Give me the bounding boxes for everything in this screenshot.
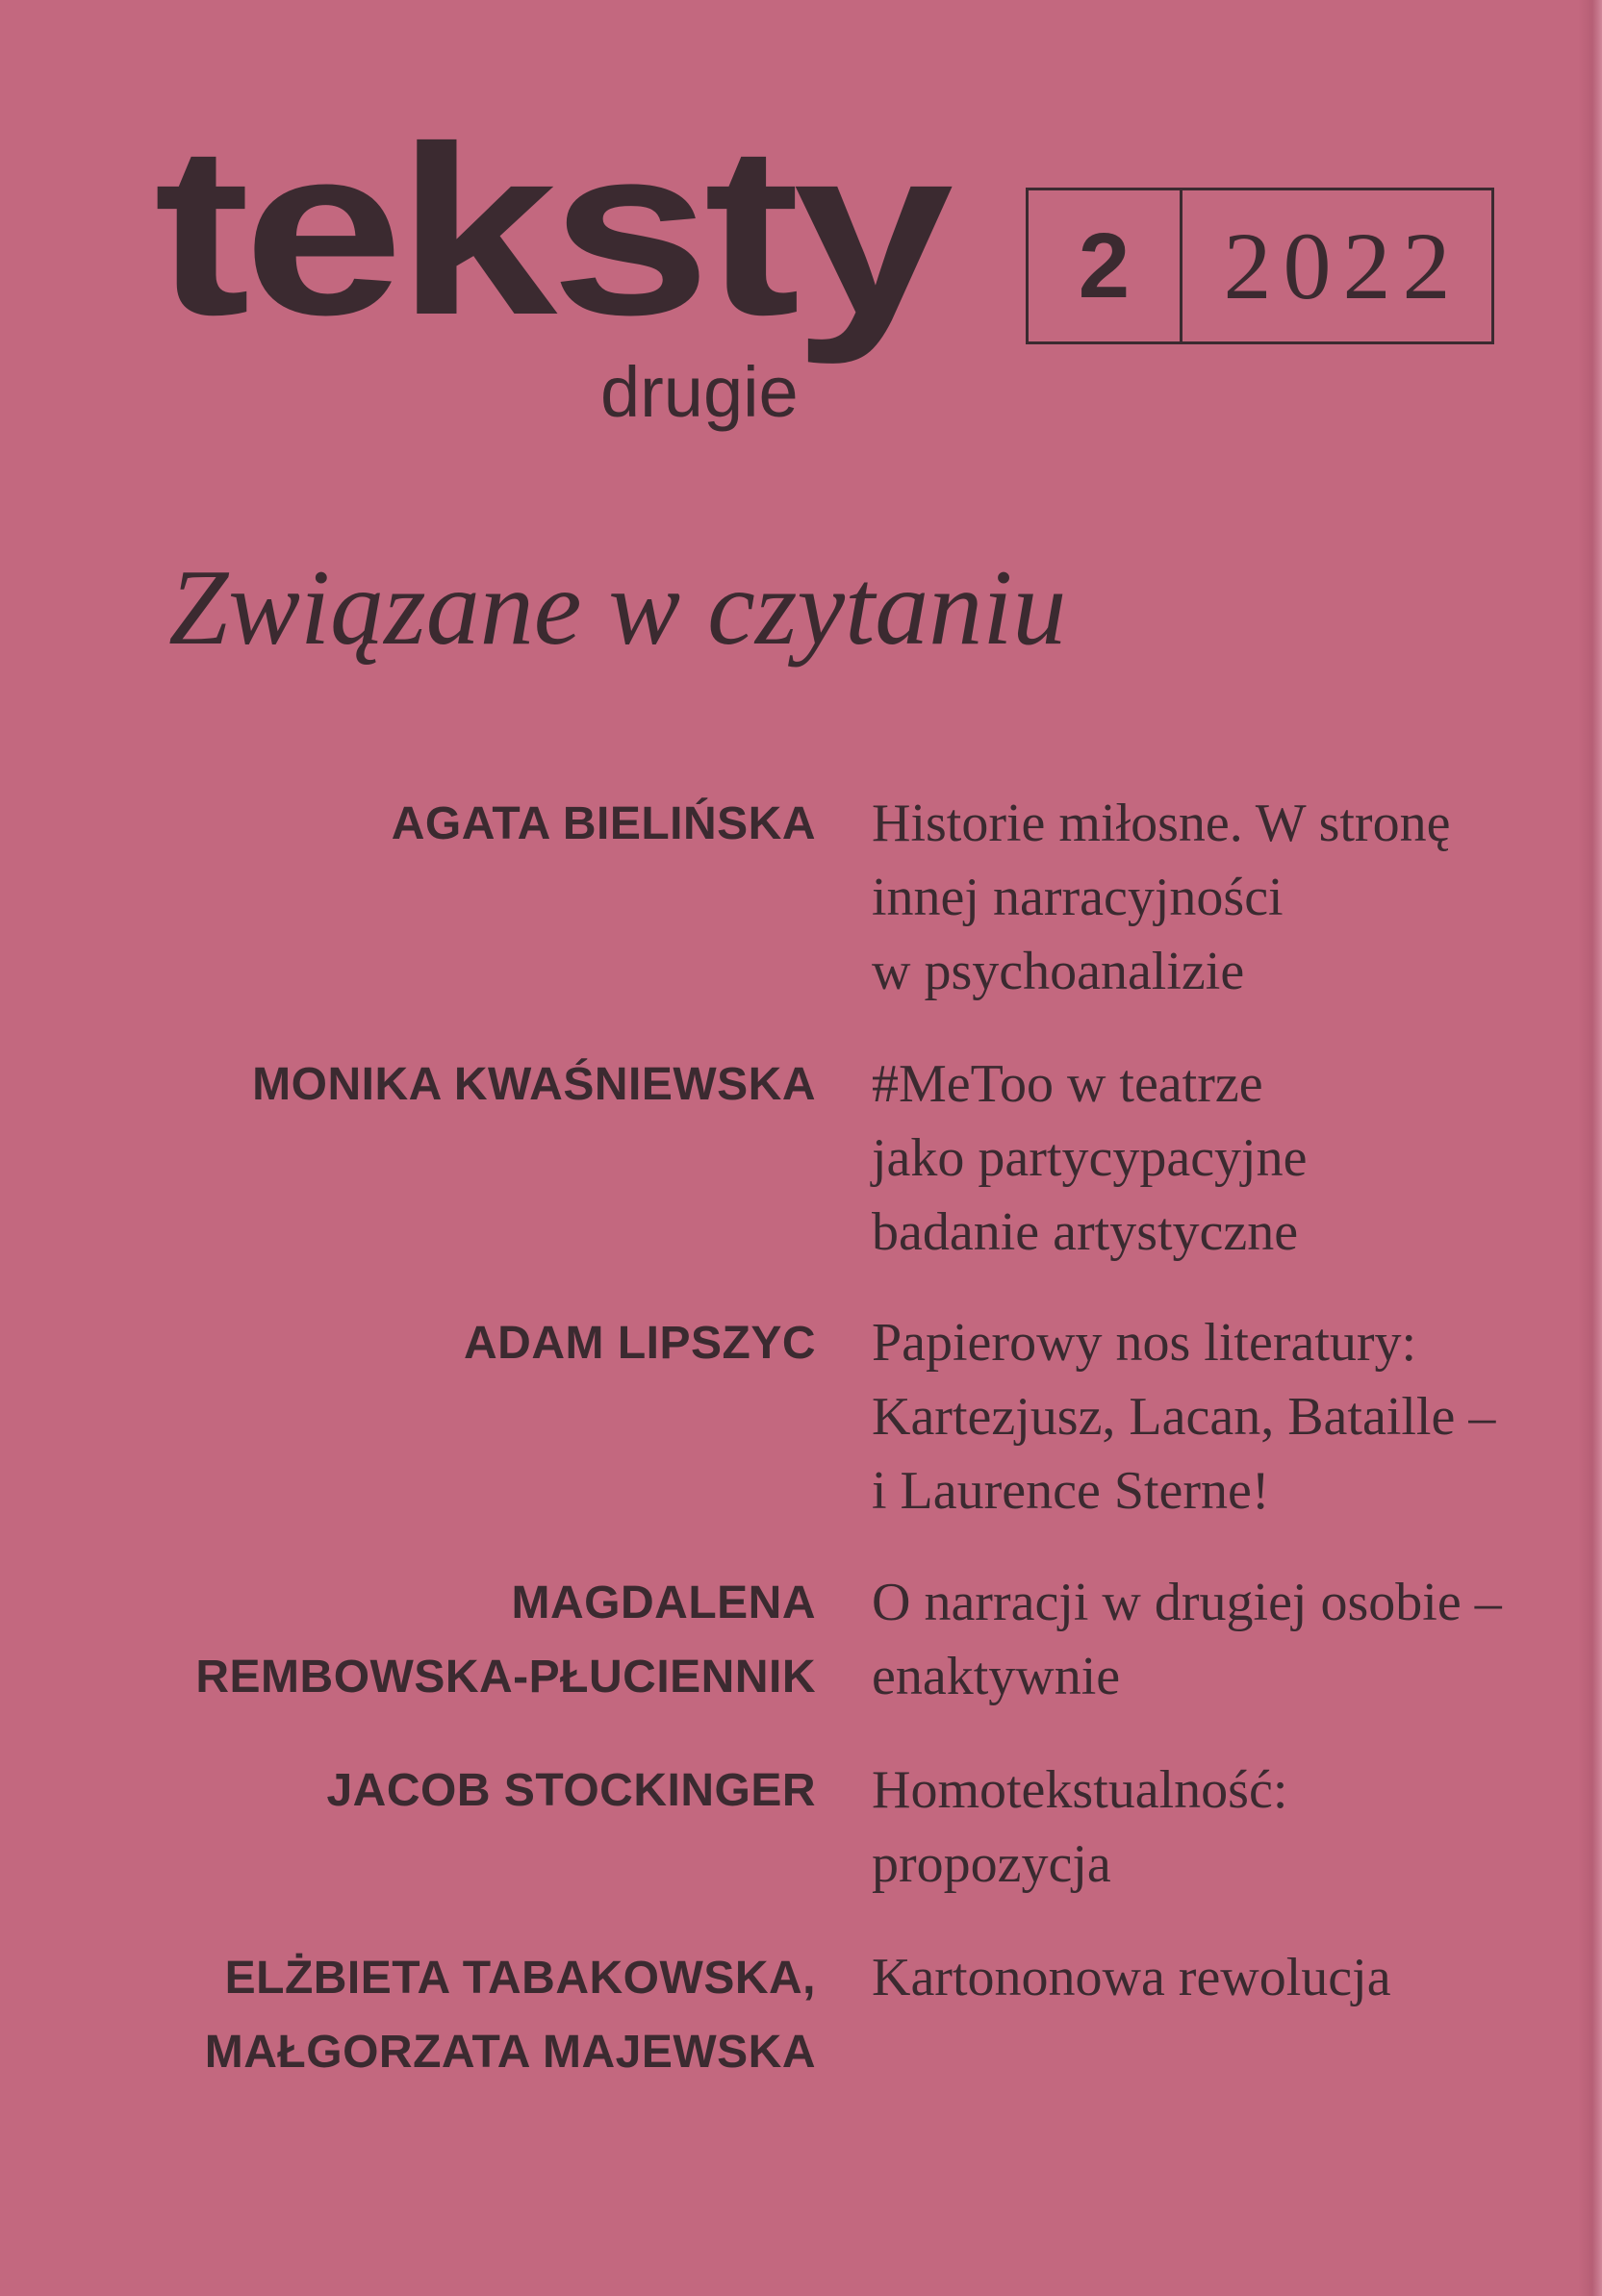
entry-authors <box>464 1306 816 1380</box>
author-name: MAŁGORZATA MAJEWSKA <box>204 2027 816 2078</box>
article-title-line: enaktywnie <box>872 1647 1121 1706</box>
entry-authors <box>392 787 816 861</box>
issue-theme-title: Związane w czytaniu <box>168 548 1067 668</box>
entry-article-title <box>872 1754 1287 1902</box>
entry-article-title <box>872 1566 1502 1714</box>
author-name: ADAM LIPSZYC <box>464 1318 816 1369</box>
entry-article-title <box>872 787 1450 1009</box>
journal-logo-title: teksty <box>154 96 947 365</box>
article-title-line: Kartezjusz, Lacan, Bataille – <box>872 1387 1496 1447</box>
author-name: JACOB STOCKINGER <box>326 1765 816 1816</box>
article-title-line: Homotekstualność: <box>872 1760 1288 1820</box>
author-name: AGATA BIELIŃSKA <box>391 798 816 849</box>
journal-logo-subtitle: drugie <box>600 352 799 432</box>
author-name: ELŻBIETA TABAKOWSKA, <box>224 1953 816 2004</box>
author-name: MONIKA KWAŚNIEWSKA <box>252 1059 816 1110</box>
issue-box <box>1026 188 1494 344</box>
article-title-line: i Laurence Sterne! <box>872 1461 1270 1521</box>
article-title-line: O narracji w drugiej osobie – <box>872 1573 1502 1632</box>
issue-year: 2022 <box>1223 212 1462 319</box>
entry-authors <box>326 1754 816 1828</box>
issue-number: 2 <box>1029 190 1182 341</box>
entry-article-title <box>872 1941 1391 2015</box>
article-title-line: Papierowy nos literatury: <box>872 1313 1417 1373</box>
entry-authors <box>205 1941 816 2089</box>
author-name: MAGDALENA <box>511 1577 816 1628</box>
article-title-line: Historie miłosne. W stronę <box>872 794 1451 853</box>
article-title-line: jako partycypacyjne <box>872 1128 1308 1188</box>
article-title-line: #MeToo w teatrze <box>872 1054 1263 1114</box>
author-name: REMBOWSKA-PŁUCIENNIK <box>195 1652 816 1703</box>
article-title-line: propozycja <box>872 1834 1111 1894</box>
article-title-line: w psychoanalizie <box>872 942 1245 1001</box>
article-title-line: badanie artystyczne <box>872 1202 1299 1262</box>
article-title-line: Kartononowa rewolucja <box>872 1948 1391 2007</box>
entry-authors <box>252 1047 816 1122</box>
entry-authors <box>195 1566 816 1714</box>
article-title-line: innej narracyjności <box>872 868 1284 927</box>
entry-article-title <box>872 1306 1495 1528</box>
entry-article-title <box>872 1047 1307 1270</box>
